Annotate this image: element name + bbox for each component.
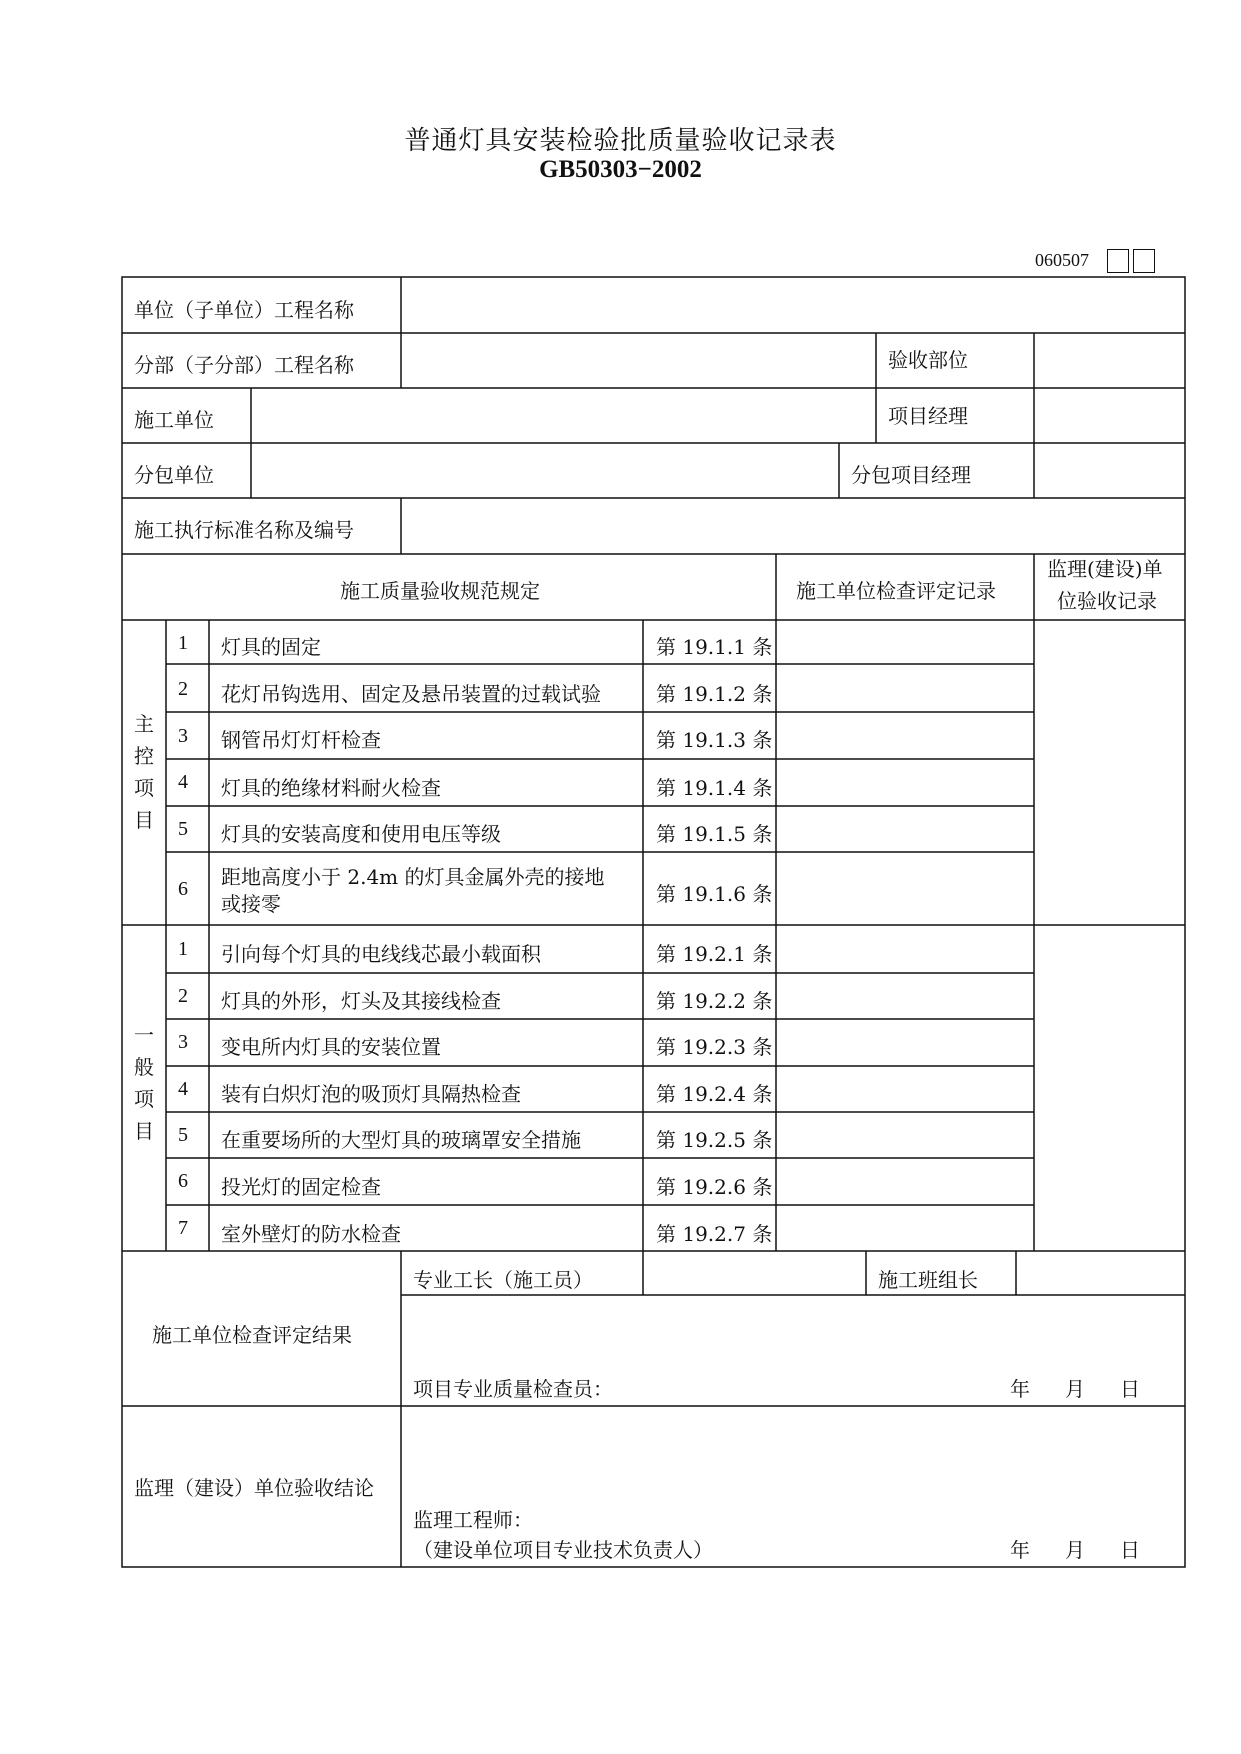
main-item-no: 4 <box>178 771 188 793</box>
unit-project-name-field[interactable] <box>403 279 1183 331</box>
construction-unit-label: 施工单位 <box>134 408 214 432</box>
acceptance-part-label: 验收部位 <box>888 348 968 372</box>
subcontract-unit-field[interactable] <box>253 445 837 496</box>
supervisor-column-header-line1: 监理(建设)单 <box>1047 557 1163 581</box>
general-item-clause: 第 19.2.7 条 <box>656 1222 773 1246</box>
supervising-engineer-label: 监理工程师： <box>413 1508 533 1532</box>
contractor-record-field[interactable] <box>778 622 1032 1249</box>
date-month: 月 <box>1065 1538 1085 1562</box>
main-item-name: 花灯吊钩选用、固定及悬吊装置的过载试验 <box>221 682 601 706</box>
general-item-no: 6 <box>178 1170 188 1192</box>
general-item-name: 室外壁灯的防水检查 <box>221 1222 401 1246</box>
date-day: 日 <box>1120 1377 1140 1401</box>
main-item-name: 距地高度小于 2.4m 的灯具金属外壳的接地 <box>221 865 605 889</box>
main-item-clause: 第 19.1.1 条 <box>656 635 773 659</box>
general-item-clause: 第 19.2.4 条 <box>656 1082 773 1106</box>
standard-name-field[interactable] <box>403 500 1183 552</box>
sub-project-name-label: 分部（子分部）工程名称 <box>134 353 354 377</box>
contractor-record-column-header: 施工单位检查评定记录 <box>796 579 996 603</box>
main-group-label-4: 目 <box>134 808 154 832</box>
general-item-name: 在重要场所的大型灯具的玻璃罩安全措施 <box>221 1128 581 1152</box>
supervisor-record-field[interactable] <box>1036 622 1183 1249</box>
unit-project-name-label: 单位（子单位）工程名称 <box>134 298 354 322</box>
project-manager-label: 项目经理 <box>888 404 968 428</box>
main-item-name: 灯具的绝缘材料耐火检查 <box>221 776 441 800</box>
spec-column-header: 施工质量验收规范规定 <box>340 579 540 603</box>
contractor-result-field[interactable] <box>403 1297 1183 1367</box>
general-group-label-3: 项 <box>134 1087 154 1111</box>
quality-inspector-label: 项目专业质量检查员： <box>413 1377 613 1401</box>
general-item-clause: 第 19.2.6 条 <box>656 1175 773 1199</box>
supervisor-column-header-line2: 位验收记录 <box>1057 589 1157 613</box>
main-item-name-line2: 或接零 <box>221 892 281 916</box>
main-item-clause: 第 19.1.4 条 <box>656 776 773 800</box>
main-item-clause: 第 19.1.2 条 <box>656 682 773 706</box>
acceptance-part-field[interactable] <box>1036 335 1183 386</box>
main-item-no: 5 <box>178 818 188 840</box>
date-day: 日 <box>1120 1538 1140 1562</box>
general-item-no: 2 <box>178 985 188 1007</box>
main-item-no: 2 <box>178 678 188 700</box>
main-item-clause: 第 19.1.6 条 <box>656 882 773 906</box>
main-item-no: 1 <box>178 632 188 654</box>
general-item-name: 变电所内灯具的安装位置 <box>221 1035 441 1059</box>
general-item-clause: 第 19.2.1 条 <box>656 942 773 966</box>
main-group-label-3: 项 <box>134 776 154 800</box>
supervisor-conclusion-field[interactable] <box>403 1408 1183 1500</box>
general-item-clause: 第 19.2.5 条 <box>656 1128 773 1152</box>
construction-unit-field[interactable] <box>253 390 874 441</box>
subcontract-manager-field[interactable] <box>1036 445 1183 496</box>
foreman-field[interactable] <box>645 1253 864 1293</box>
general-item-no: 3 <box>178 1031 188 1053</box>
page-title: 普通灯具安装检验批质量验收记录表 <box>404 126 837 156</box>
standard-name-label: 施工执行标准名称及编号 <box>134 518 354 542</box>
general-item-no: 4 <box>178 1078 188 1100</box>
main-item-no: 3 <box>178 725 188 747</box>
contractor-result-label: 施工单位检查评定结果 <box>152 1323 352 1347</box>
owner-tech-lead-label: （建设单位项目专业技术负责人） <box>413 1538 713 1562</box>
date-month: 月 <box>1065 1377 1085 1401</box>
subcontract-unit-label: 分包单位 <box>134 463 214 487</box>
standard-code: GB50303−2002 <box>539 156 702 183</box>
sub-project-name-field[interactable] <box>403 335 874 386</box>
general-item-no: 5 <box>178 1124 188 1146</box>
general-item-name: 投光灯的固定检查 <box>221 1175 381 1199</box>
general-group-label-1: 一 <box>134 1023 154 1047</box>
team-leader-field[interactable] <box>1018 1253 1183 1293</box>
general-item-name: 灯具的外形，灯头及其接线检查 <box>221 989 501 1013</box>
form-code: 060507 <box>1035 250 1089 270</box>
general-item-name: 装有白炽灯泡的吸顶灯具隔热检查 <box>221 1082 521 1106</box>
general-group-label-4: 目 <box>134 1119 154 1143</box>
general-item-no: 1 <box>178 938 188 960</box>
team-leader-label: 施工班组长 <box>878 1268 978 1292</box>
main-item-no: 6 <box>178 878 188 900</box>
date-year: 年 <box>1010 1377 1030 1401</box>
project-manager-field[interactable] <box>1036 390 1183 441</box>
general-item-name: 引向每个灯具的电线线芯最小载面积 <box>221 942 541 966</box>
date-year: 年 <box>1010 1538 1030 1562</box>
general-item-no: 7 <box>178 1217 188 1239</box>
main-group-label-2: 控 <box>134 744 154 768</box>
supervisor-conclusion-label: 监理（建设）单位验收结论 <box>134 1476 374 1500</box>
main-item-clause: 第 19.1.3 条 <box>656 728 773 752</box>
main-group-label-1: 主 <box>134 712 154 736</box>
main-item-name: 钢管吊灯灯杆检查 <box>221 728 381 752</box>
general-item-clause: 第 19.2.2 条 <box>656 989 773 1013</box>
main-item-name: 灯具的安装高度和使用电压等级 <box>221 822 501 846</box>
subcontract-manager-label: 分包项目经理 <box>851 463 971 487</box>
general-item-clause: 第 19.2.3 条 <box>656 1035 773 1059</box>
main-item-name: 灯具的固定 <box>221 635 321 659</box>
foreman-label: 专业工长（施工员） <box>413 1268 593 1292</box>
general-group-label-2: 般 <box>134 1055 154 1079</box>
main-item-clause: 第 19.1.5 条 <box>656 822 773 846</box>
